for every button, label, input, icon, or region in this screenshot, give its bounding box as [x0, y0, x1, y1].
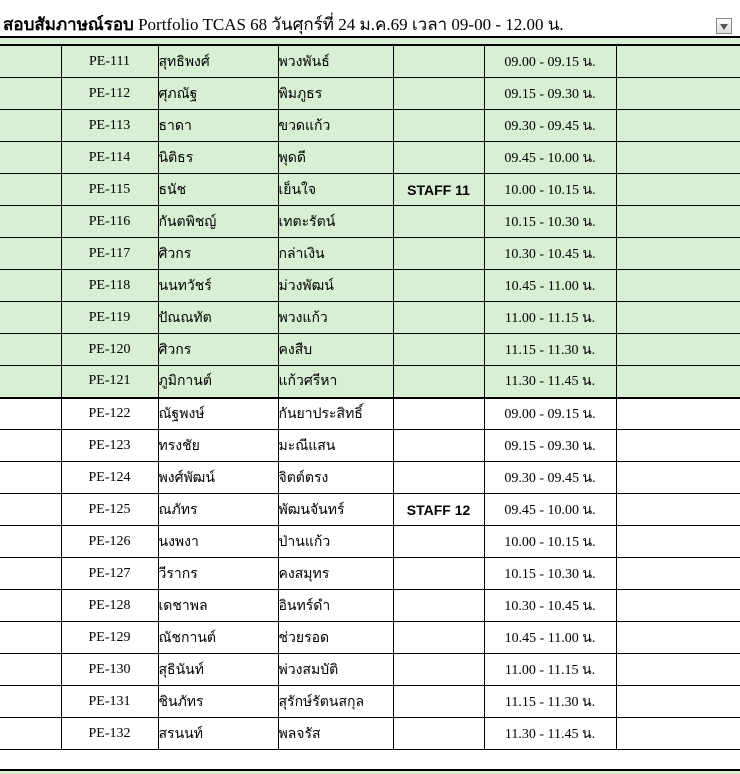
staff-cell[interactable]: STAFF 11 [393, 174, 484, 206]
code-cell[interactable]: PE-114 [61, 142, 158, 174]
code-cell[interactable]: PE-124 [61, 462, 158, 494]
blank-cell[interactable] [0, 558, 61, 590]
time-cell[interactable]: 11.00 - 11.15 น. [484, 302, 616, 334]
blank-cell[interactable] [0, 654, 61, 686]
table-row [0, 78, 740, 110]
blank-cell[interactable] [0, 622, 61, 654]
table-row [0, 622, 740, 654]
table-row [0, 494, 740, 526]
code-cell[interactable]: PE-117 [61, 238, 158, 270]
blank-cell[interactable] [0, 46, 61, 78]
blank-cell[interactable] [0, 494, 61, 526]
schedule-title[interactable] [3, 11, 564, 38]
first-name-cell[interactable]: ศิวกร [158, 334, 278, 366]
next-group-strip [0, 769, 740, 774]
code-cell[interactable]: PE-127 [61, 558, 158, 590]
code-cell[interactable]: PE-116 [61, 206, 158, 238]
time-cell[interactable]: 09.00 - 09.15 น. [484, 398, 616, 430]
empty-cell[interactable] [616, 494, 740, 526]
table-row [0, 718, 740, 750]
last-name-cell[interactable]: แก้วศรีหา [278, 366, 393, 398]
time-cell[interactable]: 09.00 - 09.15 น. [484, 46, 616, 78]
first-name-cell[interactable]: นงพงา [158, 526, 278, 558]
code-cell[interactable]: PE-122 [61, 398, 158, 430]
empty-cell[interactable] [616, 654, 740, 686]
table-row [0, 302, 740, 334]
table-row [0, 142, 740, 174]
blank-cell[interactable] [0, 366, 61, 398]
staff-cell[interactable] [393, 78, 484, 110]
blank-cell[interactable] [0, 110, 61, 142]
first-name-cell[interactable]: สุธินันท์ [158, 654, 278, 686]
table-row [0, 526, 740, 558]
staff-cell[interactable]: STAFF 12 [393, 494, 484, 526]
code-cell[interactable]: PE-131 [61, 686, 158, 718]
blank-cell[interactable] [0, 270, 61, 302]
time-cell[interactable]: 10.15 - 10.30 น. [484, 558, 616, 590]
first-name-cell[interactable]: สุทธิพงศ์ [158, 46, 278, 78]
time-cell[interactable]: 09.45 - 10.00 น. [484, 494, 616, 526]
table-row [0, 654, 740, 686]
time-cell[interactable]: 11.30 - 11.45 น. [484, 366, 616, 398]
empty-cell[interactable] [616, 334, 740, 366]
empty-cell[interactable] [616, 462, 740, 494]
empty-cell[interactable] [616, 206, 740, 238]
first-name-cell[interactable]: นนทวัชร์ [158, 270, 278, 302]
first-name-cell[interactable]: ศิวกร [158, 238, 278, 270]
first-name-cell[interactable]: ศุภณัฐ [158, 78, 278, 110]
blank-cell[interactable] [0, 590, 61, 622]
staff-cell[interactable] [393, 686, 484, 718]
blank-cell[interactable] [0, 430, 61, 462]
code-cell[interactable]: PE-128 [61, 590, 158, 622]
staff-cell[interactable] [393, 718, 484, 750]
code-cell[interactable]: PE-130 [61, 654, 158, 686]
first-name-cell[interactable]: ณัฐพงษ์ [158, 398, 278, 430]
blank-cell[interactable] [0, 206, 61, 238]
table-row [0, 462, 740, 494]
time-cell[interactable]: 10.45 - 11.00 น. [484, 270, 616, 302]
time-cell[interactable]: 10.30 - 10.45 น. [484, 590, 616, 622]
table-row [0, 174, 740, 206]
table-row [0, 686, 740, 718]
empty-cell[interactable] [616, 302, 740, 334]
first-name-cell[interactable]: ชินภัทร [158, 686, 278, 718]
staff-cell[interactable] [393, 654, 484, 686]
empty-cell[interactable] [616, 78, 740, 110]
filter-dropdown-icon[interactable] [716, 18, 732, 34]
staff-cell[interactable] [393, 238, 484, 270]
last-name-cell[interactable]: อินทร์ดำ [278, 590, 393, 622]
staff-cell[interactable] [393, 622, 484, 654]
blank-cell[interactable] [0, 334, 61, 366]
time-cell[interactable]: 10.30 - 10.45 น. [484, 238, 616, 270]
title-prefix: สอบสัมภาษณ์รอบ [3, 15, 134, 34]
last-name-cell[interactable]: ขวดแก้ว [278, 110, 393, 142]
last-name-cell[interactable]: จิตต์ตรง [278, 462, 393, 494]
empty-cell[interactable] [616, 622, 740, 654]
empty-cell[interactable] [616, 174, 740, 206]
title-latin: Portfolio TCAS 68 [138, 15, 268, 34]
table-row [0, 46, 740, 78]
staff-cell[interactable] [393, 302, 484, 334]
last-name-cell[interactable]: เย็นใจ [278, 174, 393, 206]
empty-cell[interactable] [616, 526, 740, 558]
staff-cell[interactable] [393, 270, 484, 302]
time-cell[interactable]: 09.15 - 09.30 น. [484, 78, 616, 110]
code-cell[interactable]: PE-129 [61, 622, 158, 654]
time-cell[interactable]: 10.45 - 11.00 น. [484, 622, 616, 654]
blank-cell[interactable] [0, 686, 61, 718]
empty-cell[interactable] [616, 430, 740, 462]
table-row [0, 398, 740, 430]
empty-cell[interactable] [616, 718, 740, 750]
staff-cell[interactable] [393, 462, 484, 494]
code-cell[interactable]: PE-126 [61, 526, 158, 558]
blank-cell[interactable] [0, 142, 61, 174]
time-cell[interactable]: 11.00 - 11.15 น. [484, 654, 616, 686]
time-cell[interactable]: 09.30 - 09.45 น. [484, 462, 616, 494]
staff-cell[interactable] [393, 206, 484, 238]
blank-cell[interactable] [0, 238, 61, 270]
sheet-header-row [0, 0, 740, 38]
last-name-cell[interactable]: พลจรัส [278, 718, 393, 750]
last-name-cell[interactable]: ช่วยรอด [278, 622, 393, 654]
first-name-cell[interactable]: ธนัช [158, 174, 278, 206]
staff-cell[interactable] [393, 526, 484, 558]
blank-cell[interactable] [0, 398, 61, 430]
time-cell[interactable]: 09.15 - 09.30 น. [484, 430, 616, 462]
first-name-cell[interactable]: ทรงชัย [158, 430, 278, 462]
first-name-cell[interactable]: ณัชกานต์ [158, 622, 278, 654]
last-name-cell[interactable]: พวงแก้ว [278, 302, 393, 334]
first-name-cell[interactable]: วีรากร [158, 558, 278, 590]
table-row [0, 558, 740, 590]
code-cell[interactable]: PE-118 [61, 270, 158, 302]
empty-cell[interactable] [616, 398, 740, 430]
blank-cell[interactable] [0, 718, 61, 750]
code-cell[interactable]: PE-111 [61, 46, 158, 78]
code-cell[interactable]: PE-115 [61, 174, 158, 206]
first-name-cell[interactable]: พงศ์พัฒน์ [158, 462, 278, 494]
first-name-cell[interactable]: เดชาพล [158, 590, 278, 622]
staff-cell[interactable] [393, 142, 484, 174]
empty-cell[interactable] [616, 366, 740, 398]
first-name-cell[interactable]: ธาดา [158, 110, 278, 142]
time-cell[interactable]: 10.15 - 10.30 น. [484, 206, 616, 238]
table-row [0, 430, 740, 462]
table-row [0, 270, 740, 302]
table-row [0, 206, 740, 238]
title-suffix: วันศุกร์ที่ 24 ม.ค.69 เวลา 09-00 - 12.00 น. [271, 15, 564, 34]
staff-cell[interactable] [393, 398, 484, 430]
first-name-cell[interactable]: นิติธร [158, 142, 278, 174]
first-name-cell[interactable]: กันตพิชญ์ [158, 206, 278, 238]
last-name-cell[interactable]: คงสืบ [278, 334, 393, 366]
code-cell[interactable]: PE-132 [61, 718, 158, 750]
empty-cell[interactable] [616, 590, 740, 622]
code-cell[interactable]: PE-125 [61, 494, 158, 526]
first-name-cell[interactable]: สรนนท์ [158, 718, 278, 750]
time-cell[interactable]: 10.00 - 10.15 น. [484, 526, 616, 558]
code-cell[interactable]: PE-113 [61, 110, 158, 142]
code-cell[interactable]: PE-123 [61, 430, 158, 462]
time-cell[interactable]: 09.45 - 10.00 น. [484, 142, 616, 174]
table-row [0, 238, 740, 270]
last-name-cell[interactable]: คงสมุทร [278, 558, 393, 590]
last-name-cell[interactable]: พัฒนจันทร์ [278, 494, 393, 526]
time-cell[interactable]: 11.30 - 11.45 น. [484, 718, 616, 750]
blank-cell[interactable] [0, 526, 61, 558]
staff-cell[interactable] [393, 334, 484, 366]
staff-cell[interactable] [393, 110, 484, 142]
empty-cell[interactable] [616, 46, 740, 78]
first-name-cell[interactable]: ปัณณทัต [158, 302, 278, 334]
staff-cell[interactable] [393, 558, 484, 590]
empty-cell[interactable] [616, 686, 740, 718]
blank-cell[interactable] [0, 462, 61, 494]
first-name-cell[interactable]: ภูมิกานต์ [158, 366, 278, 398]
last-name-cell[interactable]: พวงพันธ์ [278, 46, 393, 78]
last-name-cell[interactable]: สุรักษ์รัตนสกุล [278, 686, 393, 718]
last-name-cell[interactable]: พิมภูธร [278, 78, 393, 110]
last-name-cell[interactable]: เทตะรัตน์ [278, 206, 393, 238]
time-cell[interactable]: 10.00 - 10.15 น. [484, 174, 616, 206]
last-name-cell[interactable]: มะณีแสน [278, 430, 393, 462]
time-cell[interactable]: 09.30 - 09.45 น. [484, 110, 616, 142]
time-cell[interactable]: 11.15 - 11.30 น. [484, 334, 616, 366]
staff-cell[interactable] [393, 366, 484, 398]
blank-cell[interactable] [0, 78, 61, 110]
staff-cell[interactable] [393, 46, 484, 78]
code-cell[interactable]: PE-112 [61, 78, 158, 110]
code-cell[interactable]: PE-121 [61, 366, 158, 398]
table-row [0, 590, 740, 622]
table-row [0, 110, 740, 142]
empty-cell[interactable] [616, 558, 740, 590]
last-name-cell[interactable]: พ่วงสมบัติ [278, 654, 393, 686]
last-name-cell[interactable]: ป่านแก้ว [278, 526, 393, 558]
table-row [0, 366, 740, 398]
empty-cell[interactable] [616, 142, 740, 174]
last-name-cell[interactable]: ม่วงพัฒน์ [278, 270, 393, 302]
staff-cell[interactable] [393, 430, 484, 462]
empty-cell[interactable] [616, 110, 740, 142]
empty-cell[interactable] [616, 238, 740, 270]
time-cell[interactable]: 11.15 - 11.30 น. [484, 686, 616, 718]
blank-cell[interactable] [0, 174, 61, 206]
code-cell[interactable]: PE-120 [61, 334, 158, 366]
first-name-cell[interactable]: ณภัทร [158, 494, 278, 526]
blank-cell[interactable] [0, 302, 61, 334]
staff-cell[interactable] [393, 590, 484, 622]
group-a-top-strip [0, 38, 740, 45]
last-name-cell[interactable]: กันยาประสิทธิ์ [278, 398, 393, 430]
last-name-cell[interactable]: กล่าเงิน [278, 238, 393, 270]
table-row [0, 334, 740, 366]
empty-cell[interactable] [616, 270, 740, 302]
schedule-table [0, 45, 740, 750]
code-cell[interactable]: PE-119 [61, 302, 158, 334]
last-name-cell[interactable]: พุดดี [278, 142, 393, 174]
